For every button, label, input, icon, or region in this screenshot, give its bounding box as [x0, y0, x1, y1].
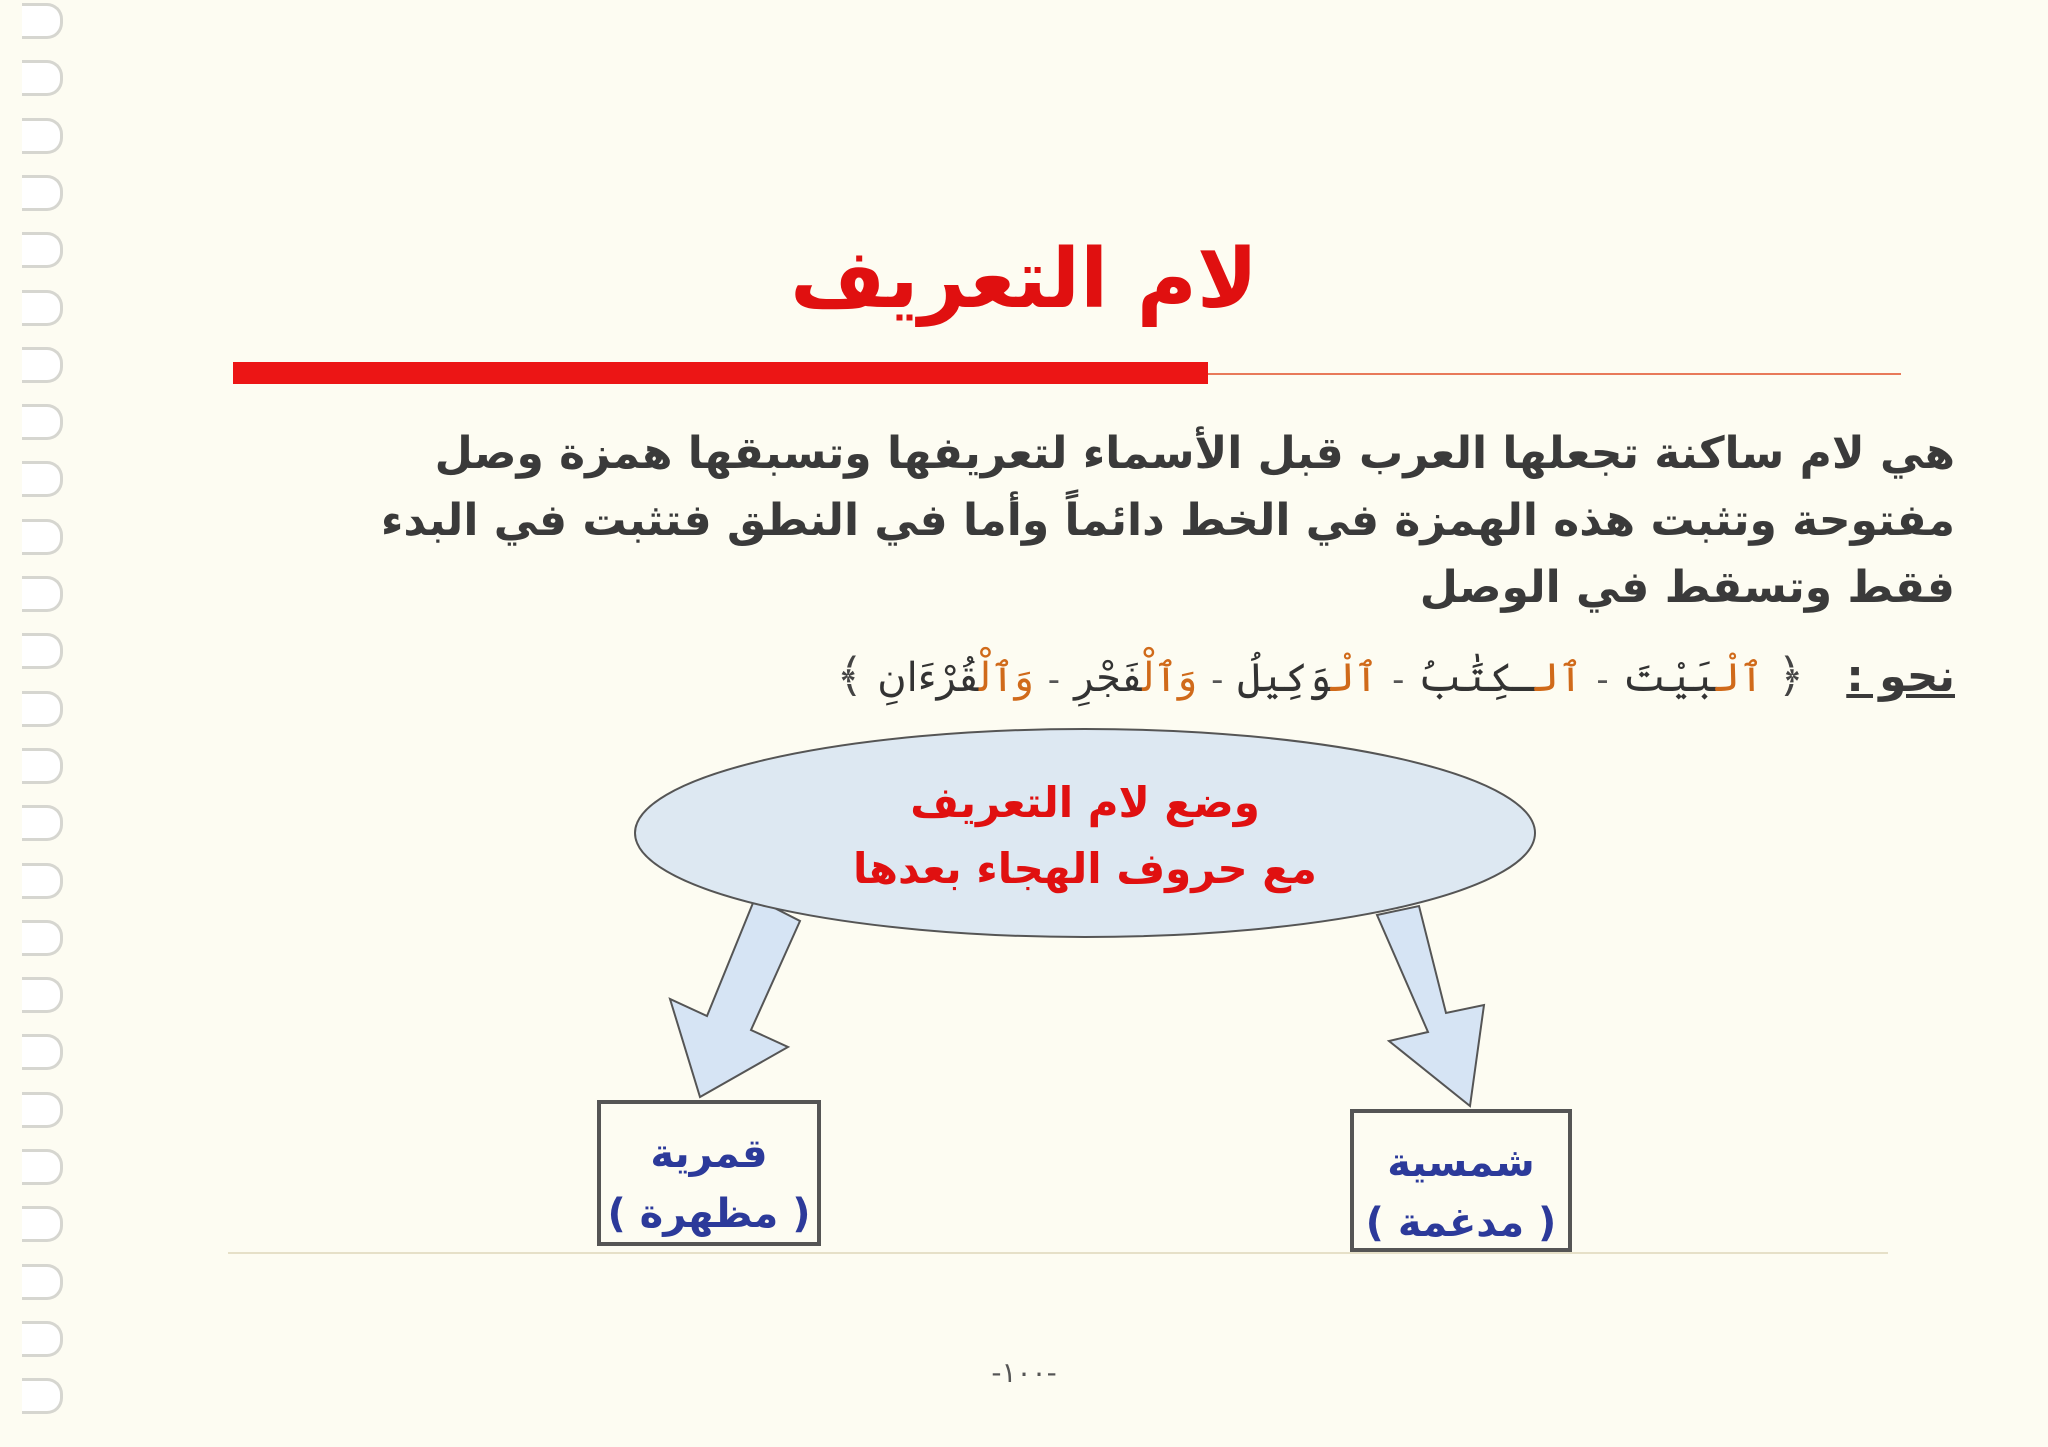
qamariya-label: قمرية — [650, 1131, 768, 1177]
example-separator: - — [1596, 660, 1609, 700]
shamsiya-sublabel: ( مدغمة ) — [1365, 1200, 1557, 1246]
example-word-rest: وَكِيلُ — [1237, 655, 1332, 701]
example-word-rest: فَجْرِ — [1074, 655, 1143, 701]
qamariya-sublabel: ( مظهرة ) — [607, 1191, 811, 1237]
definition-paragraph: هي لام ساكنة تجعلها العرب قبل الأسماء لتعريفها وتسبقها همزة وصل مفتوحة وتثبت هذه الهمزة في الخط دائماً وأما في النطق فتثبت في البدء فقط وتسقط في الوصل — [380, 428, 1955, 613]
qamariya-box — [597, 1100, 821, 1246]
close-bracket: ﴾ — [836, 648, 864, 702]
example-word-prefix: ٱلْ — [1716, 655, 1764, 701]
page-number: -١٠٠- — [991, 1356, 1057, 1389]
example-word-prefix: وَٱلْ — [978, 655, 1034, 701]
example-word-rest: ـكِتَٰبُ — [1418, 655, 1536, 701]
ellipse-line-1: وضع لام التعريف — [910, 778, 1260, 827]
example-word-prefix: وَٱلْ — [1142, 655, 1198, 701]
example-word-prefix: ٱل — [1535, 655, 1583, 701]
example-word-rest: بَيْتَ — [1622, 655, 1717, 701]
example-separator: - — [1392, 660, 1405, 700]
example-word-rest: قُرْءَانِ — [877, 655, 979, 701]
shamsiya-box — [1350, 1109, 1572, 1252]
bottom-divider — [228, 1252, 1888, 1254]
arrow-right-icon — [1377, 906, 1484, 1106]
arrow-left-icon — [670, 898, 800, 1097]
shamsiya-label: شمسية — [1387, 1140, 1535, 1186]
ellipse-text — [640, 770, 1530, 902]
open-bracket: ﴿ — [1777, 648, 1805, 702]
example-separator: - — [1047, 660, 1061, 700]
example-separator: - — [1211, 660, 1224, 700]
page-title: لام التعريف — [790, 232, 1258, 327]
example-word-prefix: ٱلْ — [1331, 655, 1379, 701]
ellipse-line-2: مع حروف الهجاء بعدها — [853, 844, 1317, 893]
examples-label: نحو : — [1846, 651, 1955, 702]
